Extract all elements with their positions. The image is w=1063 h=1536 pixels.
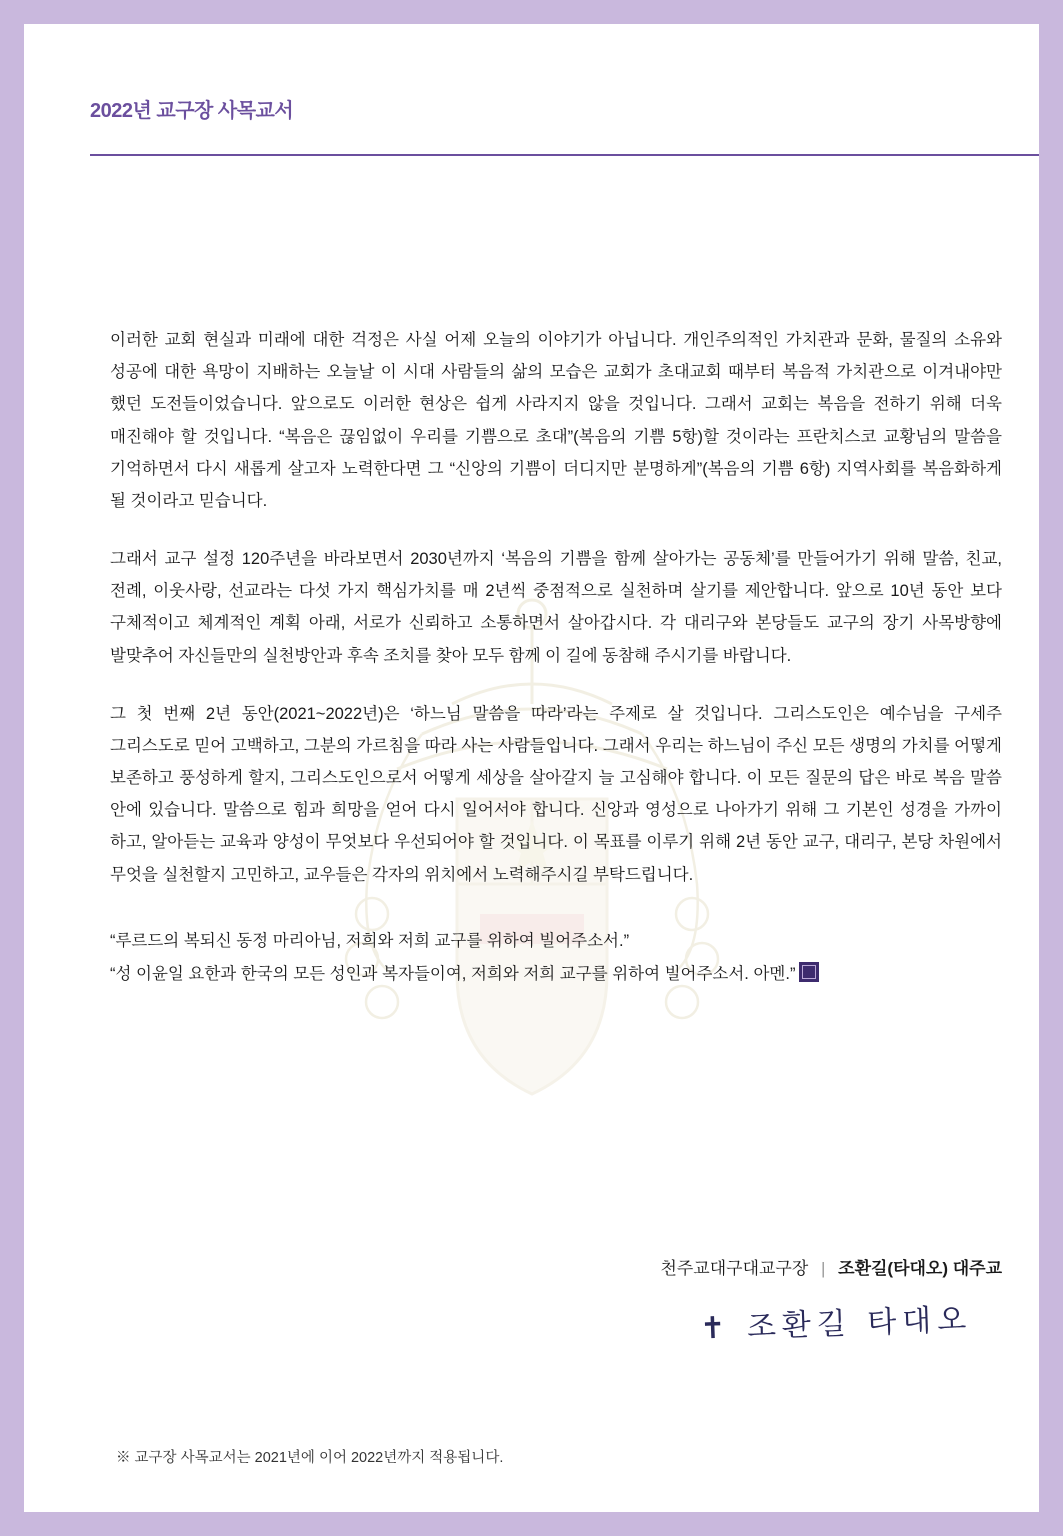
document-page [24, 24, 1039, 1512]
prayer-line-with-seal [110, 958, 1002, 991]
body-paragraph: 그 첫 번째 2년 동안(2021~2022년)은 ‘하느님 말씀을 따라’라는 주제로 살 것입니다. 그리스도인은 예수님을 구세주 그리스도로 믿어 고백하고, 그분의 가르침을 따라 사는 사람들입니다. 그래서 우리는 하느님이 주신 모든 생명의 가치를 어떻게 보존하고 풍성하게 할지, 그리스도인으로서 어떻게 세상을 살아갈지 늘 고심해야 합니다. 이 모든 질문의 답은 바로 복음 말씀 안에 있습니다. 말씀으로 힘과 희망을 얻어 다시 일어서야 합니다. 신앙과 영성으로 나아가기 위해 그 기본인 성경을 가까이 하고, 알아듣는 교육과 양성이 무엇보다 우선되어야 할 것입니다. 이 목표를 이루기 위해 2년 동안 교구, 대리구, 본당 차원에서 무엇을 실천할지 고민하고, 교우들은 각자의 위치에서 노력해주시길 부탁드립니다. [110, 704, 1002, 884]
signature-block [110, 1254, 1002, 1347]
prayer-line: “루르드의 복되신 동정 마리아님, 저희와 저희 교구를 위하여 빌어주소서.” [110, 931, 630, 950]
prayer-text: “성 이윤일 요한과 한국의 모든 성인과 복자들이여, 저희와 저희 교구를 위하여 빌어주소서. 아멘.” [110, 964, 796, 983]
footnote: ※ 교구장 사목교서는 2021년에 이어 2022년까지 적용됩니다. [116, 1450, 504, 1466]
body-paragraph: 그래서 교구 설정 120주년을 바라보면서 2030년까지 ‘복음의 기쁨을 함께 살아가는 공동체’를 만들어가기 위해 말씀, 친교, 전례, 이웃사랑, 선교라는 다섯 가지 핵심가치를 매 2년씩 중점적으로 실천하며 살기를 제안합니다. 앞으로 10년 동안 보다 구체적이고 체계적인 계획 아래, 서로가 신뢰하고 소통하면서 살아갑시다. 각 대리구와 본당들도 교구의 장기 사목방향에 발맞추어 자신들만의 실천방안과 후속 조치를 찾아 모두 함께 이 길에 동참해 주시기를 바랍니다. [110, 550, 1002, 665]
signature-divider: | [821, 1259, 826, 1278]
document-body [110, 324, 1002, 991]
body-paragraph: 이러한 교회 현실과 미래에 대한 걱정은 사실 어제 오늘의 이야기가 아닙니다. 개인주의적인 가치관과 문화, 물질의 소유와 성공에 대한 욕망이 지배하는 오늘날 이 시대 사람들의 삶의 모습은 교회가 초대교회 때부터 복음적 가치관으로 이겨내야만 했던 도전들이었습니다. 앞으로도 이러한 현상은 쉽게 사라지지 않을 것입니다. 그래서 교회는 복음을 전하기 위해 더욱 매진해야 할 것입니다. “복음은 끊임없이 우리를 기쁨으로 초대”(복음의 기쁨 5항)할 것이라는 프란치스코 교황님의 말씀을 기억하면서 다시 새롭게 살고자 노력한다면 그 “신앙의 기쁨이 더디지만 분명하게”(복음의 기쁨 6항) 지역사회를 복음화하게 될 것이라고 믿습니다. [110, 331, 1002, 510]
handwritten-signature: ✝ 조환길 타대오 [699, 1302, 973, 1347]
signer-office: 천주교대구대교구장 [660, 1259, 809, 1278]
header-divider [90, 154, 1039, 156]
stamp-seal-icon [799, 962, 819, 982]
signer-name: 조환길(타대오) 대주교 [838, 1259, 1002, 1278]
document-header [90, 94, 1039, 135]
page-title: 2022년 교구장 사목교서 [90, 100, 294, 122]
signature-line [110, 1254, 1002, 1279]
